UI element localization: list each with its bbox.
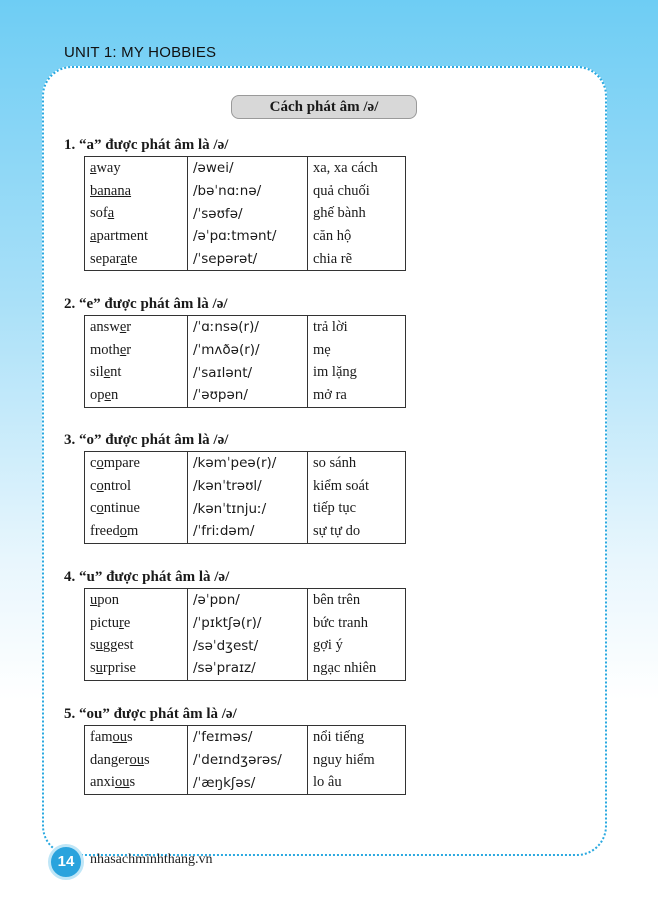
section-heading: 5. “ou” được phát âm là /ə/	[64, 706, 237, 722]
word-table	[84, 156, 406, 271]
word-cell: away	[90, 159, 121, 176]
meaning-cell: mẹ	[308, 339, 406, 362]
ipa-cell: /ˈfriːdəm/	[188, 520, 308, 543]
word-cell: picture	[90, 614, 131, 631]
table-row	[85, 225, 406, 248]
table-row	[85, 520, 406, 543]
ipa-cell: /ˈæŋkʃəs/	[188, 771, 308, 794]
section-heading: 4. “u” được phát âm là /ə/	[64, 569, 230, 585]
unit-title: UNIT 1: MY HOBBIES	[64, 44, 217, 61]
word-cell: surprise	[90, 659, 136, 676]
meaning-cell: bức tranh	[308, 612, 406, 635]
word-cell: banana	[90, 182, 132, 199]
meaning-cell: ghế bành	[308, 202, 406, 225]
table-row	[85, 316, 406, 339]
ipa-cell: /ˈsaɪlənt/	[188, 361, 308, 384]
word-cell: anxious	[90, 774, 136, 791]
ipa-cell: /əwei/	[188, 157, 308, 180]
meaning-cell: nguy hiểm	[308, 749, 406, 772]
ipa-cell: /bəˈnɑːnə/	[188, 180, 308, 203]
word-cell: sofa	[90, 205, 115, 222]
meaning-cell: quả chuối	[308, 180, 406, 203]
ipa-cell: /ˈsepərət/	[188, 248, 308, 271]
word-cell: open	[90, 386, 119, 403]
word-cell: suggest	[90, 637, 134, 654]
word-cell: dangerous	[90, 751, 150, 768]
table-row	[85, 157, 406, 180]
ipa-cell: /ˈpɪktʃə(r)/	[188, 612, 308, 635]
ipa-cell: /kənˈtrəʊl/	[188, 475, 308, 498]
section-heading: 3. “o” được phát âm là /ə/	[64, 432, 229, 448]
table-row	[85, 339, 406, 362]
ipa-cell: /ˈsəʊfə/	[188, 202, 308, 225]
table-row	[85, 612, 406, 635]
meaning-cell: kiểm soát	[308, 475, 406, 498]
section-heading: 1. “a” được phát âm là /ə/	[64, 137, 229, 153]
meaning-cell: gợi ý	[308, 634, 406, 657]
table-row	[85, 202, 406, 225]
meaning-cell: so sánh	[308, 452, 406, 475]
table-row	[85, 749, 406, 772]
table-row	[85, 475, 406, 498]
ipa-cell: /ˈfeɪməs/	[188, 726, 308, 749]
table-row	[85, 180, 406, 203]
table-row	[85, 634, 406, 657]
meaning-cell: xa, xa cách	[308, 157, 406, 180]
table-row	[85, 361, 406, 384]
word-cell: compare	[90, 454, 140, 471]
word-table	[84, 451, 406, 544]
ipa-cell: /əˈpɒn/	[188, 589, 308, 612]
meaning-cell: tiếp tục	[308, 497, 406, 520]
word-table	[84, 725, 406, 795]
table-row	[85, 589, 406, 612]
ipa-cell: /kənˈtɪnjuː/	[188, 497, 308, 520]
ipa-cell: /səˈpraɪz/	[188, 657, 308, 680]
meaning-cell: bên trên	[308, 589, 406, 612]
word-cell: upon	[90, 591, 119, 608]
meaning-cell: nổi tiếng	[308, 726, 406, 749]
section-heading: 2. “e” được phát âm là /ə/	[64, 296, 228, 312]
table-row	[85, 771, 406, 794]
meaning-cell: sự tự do	[308, 520, 406, 543]
word-cell: freedom	[90, 522, 139, 539]
table-row	[85, 726, 406, 749]
table-row	[85, 452, 406, 475]
meaning-cell: lo âu	[308, 771, 406, 794]
word-table	[84, 588, 406, 681]
ipa-cell: /ˈmʌðə(r)/	[188, 339, 308, 362]
ipa-cell: /ˈdeɪndʒərəs/	[188, 749, 308, 772]
meaning-cell: trả lời	[308, 316, 406, 339]
page-number-badge: 14	[48, 844, 84, 880]
word-cell: mother	[90, 341, 132, 358]
meaning-cell: im lặng	[308, 361, 406, 384]
word-cell: separate	[90, 250, 138, 267]
word-table	[84, 315, 406, 408]
word-cell: control	[90, 477, 132, 494]
table-row	[85, 497, 406, 520]
meaning-cell: căn hộ	[308, 225, 406, 248]
table-row	[85, 248, 406, 271]
website-label: nhasachminhthang.vn	[90, 852, 213, 867]
page-title: Cách phát âm /ə/	[231, 95, 417, 119]
word-cell: famous	[90, 728, 133, 745]
ipa-cell: /ˈəʊpən/	[188, 384, 308, 407]
ipa-cell: /ˈɑːnsə(r)/	[188, 316, 308, 339]
ipa-cell: /əˈpɑːtmənt/	[188, 225, 308, 248]
meaning-cell: ngạc nhiên	[308, 657, 406, 680]
word-cell: answer	[90, 318, 132, 335]
word-cell: apartment	[90, 227, 148, 244]
meaning-cell: chia rẽ	[308, 248, 406, 271]
word-cell: silent	[90, 364, 122, 381]
table-row	[85, 384, 406, 407]
word-cell: continue	[90, 500, 140, 517]
table-row	[85, 657, 406, 680]
ipa-cell: /səˈdʒest/	[188, 634, 308, 657]
meaning-cell: mở ra	[308, 384, 406, 407]
ipa-cell: /kəmˈpeə(r)/	[188, 452, 308, 475]
